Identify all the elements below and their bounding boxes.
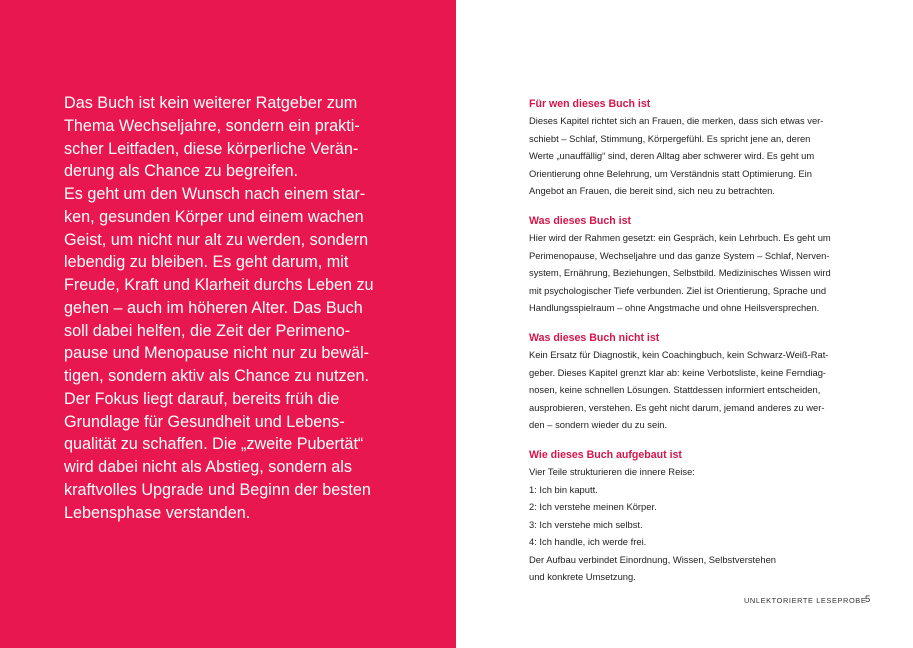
section-text-line: Perimenopause, Wechseljahre und das ganze System – Schlaf, Nerven-: [529, 249, 830, 261]
section-text-line: Handlungsspielraum – ohne Angstmache und ohne Heilsversprechen.: [529, 302, 820, 314]
page-number: 5: [865, 594, 871, 605]
intro-line: Thema Wechseljahre, sondern ein prakti-: [64, 116, 360, 135]
intro-line: Geist, um nicht nur alt zu werden, sondern: [64, 230, 369, 249]
right-page: [456, 0, 913, 648]
section-text-line: Hier wird der Rahmen gesetzt: ein Gespräch, kein Lehrbuch. Es geht um: [529, 231, 831, 243]
intro-line: Grundlage für Gesundheit und Lebens-: [64, 412, 345, 431]
section-text-line: 1: Ich bin kaputt.: [529, 483, 598, 495]
intro-line: soll dabei helfen, die Zeit der Perimeno-: [64, 321, 351, 340]
section-text-line: Werte „unauffällig“ sind, deren Alltag aber schwerer wird. Es geht um: [529, 150, 815, 162]
intro-line: Das Buch ist kein weiterer Ratgeber zum: [64, 94, 358, 112]
section-text-line: nosen, keine schnellen Lösungen. Stattdessen informiert entscheiden,: [529, 384, 821, 396]
section-text-line: Angebot an Frauen, die bereit sind, sich neu zu betrachten.: [529, 185, 775, 197]
section-text-line: den – sondern wieder du zu sein.: [529, 419, 668, 431]
intro-line: pause und Menopause nicht nur zu bewäl-: [64, 344, 370, 363]
section-text-line: Vier Teile strukturieren die innere Reise:: [529, 465, 695, 477]
intro-line: Lebensphase verstanden.: [64, 503, 251, 522]
intro-line: Es geht um den Wunsch nach einem star-: [64, 185, 366, 203]
section: [529, 97, 854, 200]
intro-line: qualität zu schaffen. Die „zweite Pubertät“: [64, 435, 364, 454]
section-text-line: Dieses Kapitel richtet sich an Frauen, die merken, dass sich etwas ver-: [529, 115, 824, 126]
section-heading: Was dieses Buch nicht ist: [529, 331, 660, 344]
section-text-line: Orientierung ohne Belehrung, um Verständnis statt Optimierung. Ein: [529, 167, 812, 179]
section: [529, 331, 854, 434]
section-text-line: und konkrete Umsetzung.: [529, 571, 636, 583]
section-text-line: Kein Ersatz für Diagnostik, kein Coachingbuch, kein Schwarz-Weiß-Rat-: [529, 348, 829, 360]
section-text-line: schiebt – Schlaf, Stimmung, Körpergefühl. Es spricht jene an, deren: [529, 132, 811, 144]
intro-line: kraftvolles Upgrade und Beginn der besten: [64, 480, 371, 499]
intro-line: lebendig zu bleiben. Es geht darum, mit: [64, 253, 349, 272]
section-text-line: mit psychologischer Tiefe verbunden. Ziel ist Orientierung, Sprache und: [529, 284, 827, 296]
section-text-line: system, Ernährung, Beziehungen, Selbstbild. Medizinisches Wissen wird: [529, 267, 831, 279]
section-text-line: Der Aufbau verbindet Einordnung, Wissen, Selbstverstehen: [529, 553, 777, 565]
right-content: [529, 97, 854, 600]
intro-line: gehen – auch im höheren Alter. Das Buch: [64, 298, 363, 317]
section-text-line: 3: Ich verstehe mich selbst.: [529, 518, 643, 530]
section: [529, 214, 854, 317]
intro-text: [64, 92, 394, 524]
section-text-line: ausprobieren, verstehen. Es geht nicht darum, jemand anderes zu wer-: [529, 401, 825, 413]
section-heading: Für wen dieses Buch ist: [529, 98, 651, 110]
section: [529, 448, 854, 586]
intro-line: derung als Chance zu begreifen.: [64, 162, 298, 181]
intro-line: scher Leitfaden, diese körperliche Verän-: [64, 139, 359, 158]
left-page: [0, 0, 456, 648]
section-text-line: geber. Dieses Kapitel grenzt klar ab: keine Verbotsliste, keine Ferndiag-: [529, 366, 827, 378]
section-heading: Was dieses Buch ist: [529, 214, 632, 227]
intro-line: ken, gesunden Körper und einem wachen: [64, 207, 364, 226]
section-text-line: 4: Ich handle, ich werde frei.: [529, 536, 647, 548]
footer-label: UNLEKTORIERTE LESEPROBE: [744, 596, 867, 605]
intro-line: Freude, Kraft und Klarheit durchs Leben zu: [64, 276, 374, 294]
intro-line: Der Fokus liegt darauf, bereits früh die: [64, 389, 340, 408]
section-heading: Wie dieses Buch aufgebaut ist: [529, 448, 682, 461]
section-text-line: 2: Ich verstehe meinen Körper.: [529, 501, 657, 513]
intro-line: tigen, sondern aktiv als Chance zu nutzen.: [64, 367, 370, 385]
intro-line: wird dabei nicht als Abstieg, sondern als: [64, 458, 352, 476]
